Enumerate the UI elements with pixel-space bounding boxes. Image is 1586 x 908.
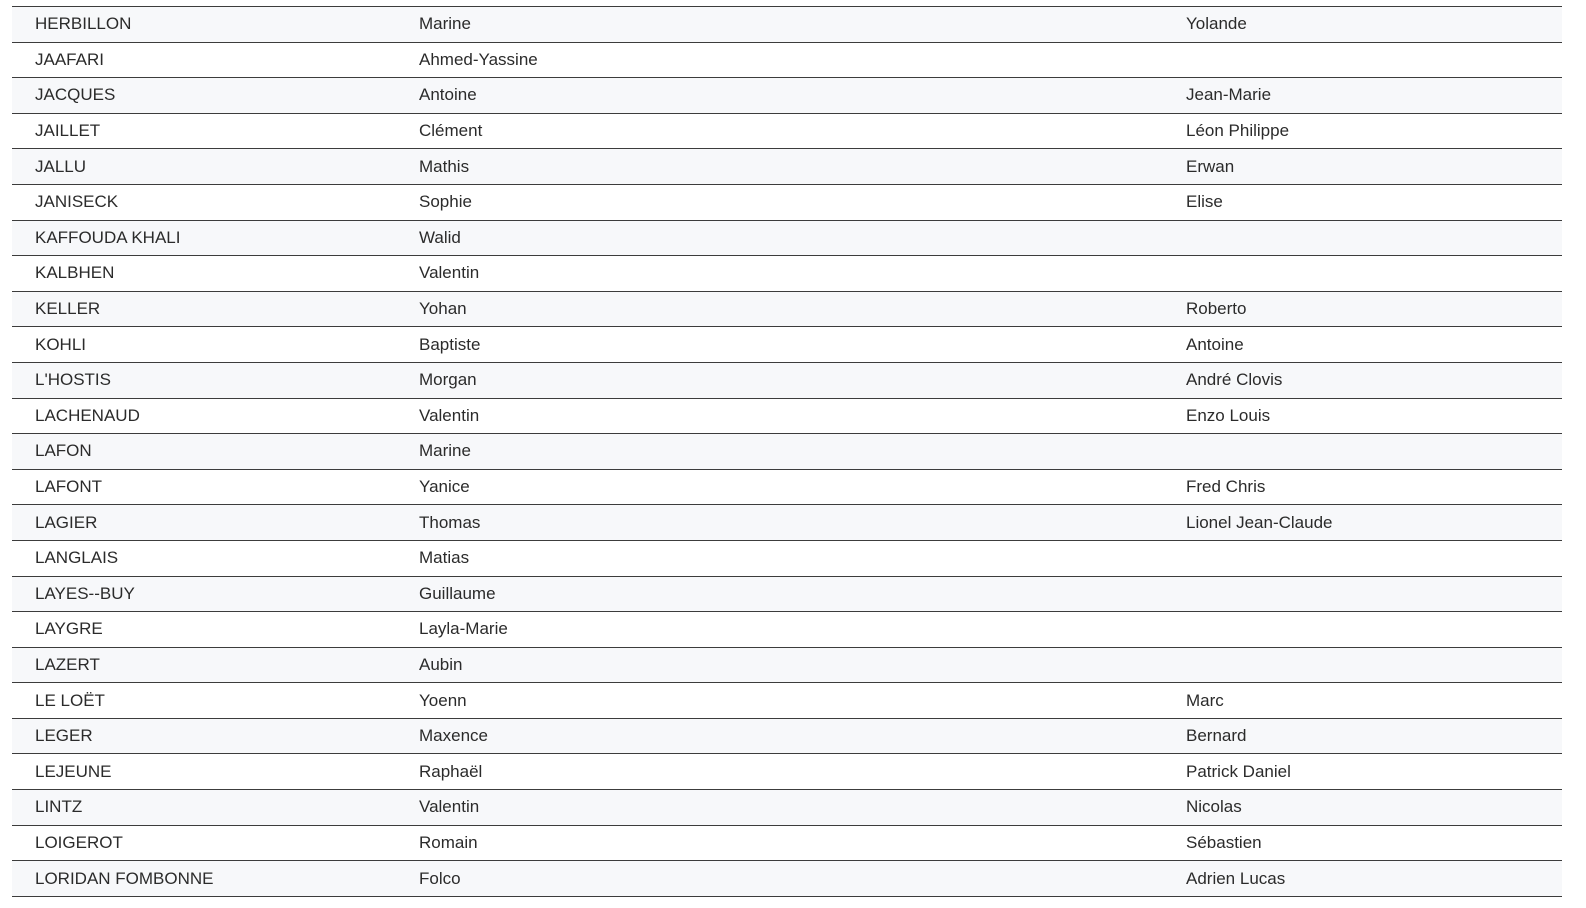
last-name-cell: LACHENAUD <box>12 398 396 434</box>
last-name-cell: KAFFOUDA KHALI <box>12 220 396 256</box>
names-table-body <box>12 7 1562 897</box>
table-row <box>12 861 1562 897</box>
last-name-cell: LE LOËT <box>12 683 396 719</box>
table-row <box>12 469 1562 505</box>
table-row <box>12 505 1562 541</box>
table-row <box>12 718 1562 754</box>
first-name-cell: Morgan <box>396 362 1163 398</box>
other-names-cell: Yolande <box>1163 7 1562 43</box>
other-names-cell: Lionel Jean-Claude <box>1163 505 1562 541</box>
first-name-cell: Yohan <box>396 291 1163 327</box>
first-name-cell: Marine <box>396 7 1163 43</box>
last-name-cell: LAYGRE <box>12 612 396 648</box>
other-names-cell: Léon Philippe <box>1163 113 1562 149</box>
first-name-cell: Valentin <box>396 790 1163 826</box>
first-name-cell: Valentin <box>396 398 1163 434</box>
other-names-cell: Roberto <box>1163 291 1562 327</box>
names-table-container <box>12 6 1562 897</box>
first-name-cell: Romain <box>396 825 1163 861</box>
table-row <box>12 683 1562 719</box>
names-table <box>12 6 1562 897</box>
first-name-cell: Valentin <box>396 256 1163 292</box>
last-name-cell: JAILLET <box>12 113 396 149</box>
other-names-cell <box>1163 576 1562 612</box>
first-name-cell: Clément <box>396 113 1163 149</box>
first-name-cell: Mathis <box>396 149 1163 185</box>
other-names-cell: Enzo Louis <box>1163 398 1562 434</box>
table-row <box>12 256 1562 292</box>
first-name-cell: Ahmed-Yassine <box>396 42 1163 78</box>
table-row <box>12 149 1562 185</box>
table-row <box>12 220 1562 256</box>
table-row <box>12 184 1562 220</box>
other-names-cell <box>1163 42 1562 78</box>
last-name-cell: HERBILLON <box>12 7 396 43</box>
other-names-cell <box>1163 612 1562 648</box>
table-row <box>12 78 1562 114</box>
last-name-cell: LORIDAN FOMBONNE <box>12 861 396 897</box>
last-name-cell: LAYES--BUY <box>12 576 396 612</box>
other-names-cell: Jean-Marie <box>1163 78 1562 114</box>
first-name-cell: Maxence <box>396 718 1163 754</box>
first-name-cell: Aubin <box>396 647 1163 683</box>
first-name-cell: Thomas <box>396 505 1163 541</box>
other-names-cell: Antoine <box>1163 327 1562 363</box>
other-names-cell: Elise <box>1163 184 1562 220</box>
first-name-cell: Sophie <box>396 184 1163 220</box>
last-name-cell: KOHLI <box>12 327 396 363</box>
last-name-cell: KELLER <box>12 291 396 327</box>
other-names-cell: Nicolas <box>1163 790 1562 826</box>
table-row <box>12 113 1562 149</box>
other-names-cell: Sébastien <box>1163 825 1562 861</box>
table-row <box>12 398 1562 434</box>
last-name-cell: KALBHEN <box>12 256 396 292</box>
other-names-cell: Fred Chris <box>1163 469 1562 505</box>
other-names-cell <box>1163 220 1562 256</box>
table-row <box>12 540 1562 576</box>
first-name-cell: Yoenn <box>396 683 1163 719</box>
last-name-cell: LANGLAIS <box>12 540 396 576</box>
first-name-cell: Walid <box>396 220 1163 256</box>
first-name-cell: Antoine <box>396 78 1163 114</box>
table-row <box>12 327 1562 363</box>
last-name-cell: L'HOSTIS <box>12 362 396 398</box>
table-row <box>12 612 1562 648</box>
first-name-cell: Yanice <box>396 469 1163 505</box>
table-row <box>12 42 1562 78</box>
other-names-cell: Adrien Lucas <box>1163 861 1562 897</box>
table-row <box>12 825 1562 861</box>
first-name-cell: Folco <box>396 861 1163 897</box>
last-name-cell: LINTZ <box>12 790 396 826</box>
first-name-cell: Matias <box>396 540 1163 576</box>
last-name-cell: JAAFARI <box>12 42 396 78</box>
first-name-cell: Baptiste <box>396 327 1163 363</box>
last-name-cell: JALLU <box>12 149 396 185</box>
last-name-cell: LAFON <box>12 434 396 470</box>
table-row <box>12 434 1562 470</box>
table-row <box>12 647 1562 683</box>
other-names-cell: André Clovis <box>1163 362 1562 398</box>
other-names-cell <box>1163 256 1562 292</box>
other-names-cell <box>1163 434 1562 470</box>
last-name-cell: LEGER <box>12 718 396 754</box>
other-names-cell: Bernard <box>1163 718 1562 754</box>
table-row <box>12 362 1562 398</box>
other-names-cell <box>1163 540 1562 576</box>
table-row <box>12 291 1562 327</box>
other-names-cell: Marc <box>1163 683 1562 719</box>
last-name-cell: JACQUES <box>12 78 396 114</box>
last-name-cell: LAFONT <box>12 469 396 505</box>
table-row <box>12 790 1562 826</box>
first-name-cell: Layla-Marie <box>396 612 1163 648</box>
table-row <box>12 7 1562 43</box>
table-row <box>12 754 1562 790</box>
other-names-cell: Erwan <box>1163 149 1562 185</box>
last-name-cell: JANISECK <box>12 184 396 220</box>
last-name-cell: LEJEUNE <box>12 754 396 790</box>
first-name-cell: Guillaume <box>396 576 1163 612</box>
other-names-cell <box>1163 647 1562 683</box>
first-name-cell: Raphaël <box>396 754 1163 790</box>
first-name-cell: Marine <box>396 434 1163 470</box>
table-row <box>12 576 1562 612</box>
last-name-cell: LAGIER <box>12 505 396 541</box>
last-name-cell: LOIGEROT <box>12 825 396 861</box>
other-names-cell: Patrick Daniel <box>1163 754 1562 790</box>
last-name-cell: LAZERT <box>12 647 396 683</box>
